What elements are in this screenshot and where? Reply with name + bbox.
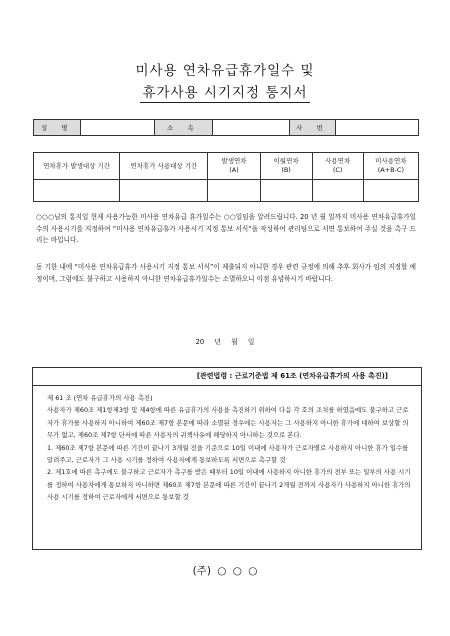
cell-carried-over	[260, 180, 312, 202]
cell-accrued	[208, 180, 260, 202]
company-name: (주) ○ ○ ○	[192, 565, 258, 577]
law-article-text: 사용자가 제60조 제1항제3항 및 제4항에 따른 유급휴가의 사용을 촉진하기 위하여 다음 각 호의 조치를 하였음에도 불구하고 근로자가 휴가를 사용하지 아니하여 제60조 제7항 본문에 따라 소멸된 경우에는 사용자는 그 사용하지 아니한 휴가에 대하여 보상할 의무가 없고, 제60조 제7항 단서에 따른 사용자의 귀책사유에 해당하지 아니하는 것으로 본다.	[47, 406, 409, 440]
law-clause-2: 2. 제1호에 따른 촉구에도 불구하고 근로자가 촉구를 받은 때부터 10일 이내에 사용하지 아니한 휴가의 전부 또는 일부의 사용 시기를 정하여 사용자에게 통보하지 아니하면 제60조 제7항 본문에 따른 기간이 끝나기 2개월 전까지 사용자가 사용하지 아니한 휴가의 사용 시기를 정하여 근로자에게 서면으로 통보할 것	[47, 468, 411, 502]
header-unused: 미사용연차 (A+B-C)	[363, 153, 418, 180]
cell-used	[312, 180, 363, 202]
employee-info-table	[33, 119, 419, 136]
id-value	[335, 120, 418, 136]
header-used: 사용연차 (C)	[312, 153, 363, 180]
law-body	[33, 386, 421, 504]
doc-title-line2-text: 휴가사용 시기지정 통지서	[142, 85, 308, 101]
law-heading: [관련법령 : 근로기준법 제 61조 (연차유급휴가의 사용 촉진)]	[33, 368, 421, 386]
id-label: 사 번	[290, 120, 335, 136]
notice-paragraph-1: ○○○님의 통지일 현재 사용가능한 미사용 연차유급 휴가일수는 ○○일임을 알려드립니다. 20 년 월 일까지 미사용 연차유급휴가일수의 사용시기를 지정하여 “미사용 연차유급휴가 사용시기 지정 통보 서식”을 작성하여 관리팀으로 서면 통보하여 주실 것을 촉구 드리는 바입니다.	[36, 213, 416, 244]
header-accrued: 발생연차 (A)	[208, 153, 260, 180]
dept-value	[212, 120, 289, 136]
name-label: 성 명	[34, 120, 81, 136]
notice-paragraph-2: 동 기한 내에 “미사용 연차유급휴가 사용시기 지정 통보 서식”이 제출되지 아니한 경우 관련 규정에 의해 추후 회사가 임의 지정할 예정이며, 그럼에도 불구하고 사용하지 아니한 연차유급휴가일수는 소멸하오니 이점 유념하시기 바랍니다.	[36, 263, 416, 283]
name-value	[81, 120, 155, 136]
dept-label: 소 속	[154, 120, 212, 136]
header-carried-over: 이월연차 (B)	[260, 153, 312, 180]
law-article-title: 제 61 조 (연차 유급휴가의 사용 촉진)	[47, 394, 153, 402]
header-accrual-period: 연차휴가 발생대상 기간	[34, 153, 120, 180]
doc-title-line1: 미사용 연차유급휴가일수 및	[135, 63, 315, 79]
doc-title-line2	[0, 81, 450, 101]
law-reference-box	[32, 367, 422, 550]
notice-date: 20 년 월 일	[195, 338, 255, 346]
leave-summary-table	[33, 152, 419, 202]
cell-accrual-period	[34, 180, 120, 202]
law-clause-1: 1. 제60조 제7항 본문에 따른 기간이 끝나기 3개월 전을 기준으로 10일 이내에 사용자가 근로자별로 사용하지 아니한 휴가 일수를 알려주고, 근로자가 그 사용 시기를 정하여 사용자에게 통보하도록 서면으로 촉구할 것	[47, 443, 409, 465]
header-usage-period: 연차휴가 사용대상 기간	[120, 153, 208, 180]
cell-usage-period	[120, 180, 208, 202]
cell-unused	[363, 180, 418, 202]
